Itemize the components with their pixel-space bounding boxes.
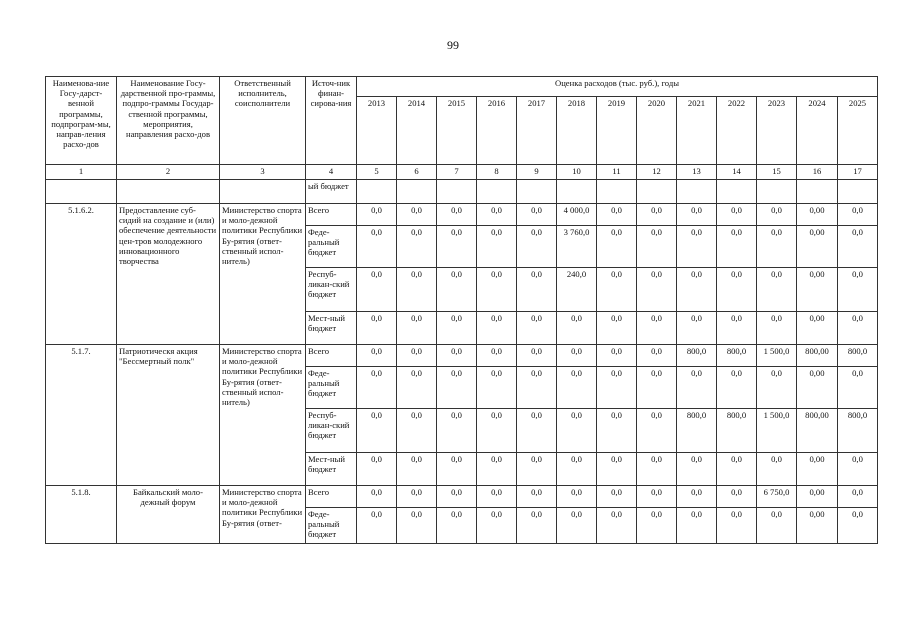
expense-value: 0,00: [797, 204, 838, 226]
expense-value: 0,0: [757, 367, 797, 409]
expense-value: 0,00: [797, 312, 838, 345]
expense-value: 0,0: [357, 367, 397, 409]
column-number: 10: [557, 165, 597, 180]
expense-value: 0,0: [477, 508, 517, 544]
responsible-executor: Министерство спорта и моло-дежной политики Республики Бу-рятия (ответ-ственный испол-нитель): [220, 345, 306, 486]
expense-value: 0,0: [437, 486, 477, 508]
expense-value: 800,0: [717, 345, 757, 367]
header-year: 2020: [637, 97, 677, 165]
expense-value: 0,0: [557, 312, 597, 345]
funding-source: Всего: [306, 345, 357, 367]
expense-value: 1 500,0: [757, 409, 797, 453]
page-number: 99: [447, 38, 459, 52]
expense-value: 0,0: [357, 312, 397, 345]
expense-value: 0,0: [357, 268, 397, 312]
column-number: 17: [838, 165, 878, 180]
expense-value: 0,0: [757, 508, 797, 544]
expense-value: 0,0: [437, 508, 477, 544]
expense-value: 0,0: [717, 268, 757, 312]
table-row: [46, 345, 878, 367]
expense-value: 1 500,0: [757, 345, 797, 367]
header-year: 2021: [677, 97, 717, 165]
expense-value: 0,0: [357, 345, 397, 367]
expense-value: 0,0: [437, 312, 477, 345]
expense-value: 4 000,0: [557, 204, 597, 226]
header-year: 2014: [397, 97, 437, 165]
expense-value: 3 760,0: [557, 226, 597, 268]
expense-value: 0,0: [397, 204, 437, 226]
expense-value: 0,0: [637, 508, 677, 544]
continuation-source: ый бюджет: [306, 180, 357, 204]
expense-value: 0,00: [797, 367, 838, 409]
expense-value: 0,0: [838, 508, 878, 544]
expense-value: 0,0: [517, 453, 557, 486]
expense-value: 0,00: [797, 268, 838, 312]
header-funding-source: Источ-ник финан-сирова-ния: [306, 77, 357, 165]
expense-value: 0,0: [597, 204, 637, 226]
funding-source: Мест-ный бюджет: [306, 453, 357, 486]
measure-code: 5.1.8.: [46, 486, 117, 544]
expense-value: 0,0: [477, 409, 517, 453]
expense-value: 0,0: [717, 486, 757, 508]
expense-value: 0,0: [397, 367, 437, 409]
column-number: 5: [357, 165, 397, 180]
funding-source: Феде-ральный бюджет: [306, 367, 357, 409]
expense-value: 0,0: [397, 508, 437, 544]
table-row: [46, 204, 878, 226]
expense-value: 0,0: [557, 486, 597, 508]
column-number: 14: [717, 165, 757, 180]
expense-value: 0,0: [597, 508, 637, 544]
expense-value: 0,0: [637, 312, 677, 345]
header-year: 2016: [477, 97, 517, 165]
funding-source: Феде-ральный бюджет: [306, 508, 357, 544]
expense-value: 0,0: [637, 453, 677, 486]
expense-value: 0,0: [477, 312, 517, 345]
column-number: 2: [117, 165, 220, 180]
funding-source: Респуб-ликан-ский бюджет: [306, 409, 357, 453]
expense-value: 0,0: [437, 226, 477, 268]
expense-value: 0,0: [357, 226, 397, 268]
expense-value: 0,0: [677, 268, 717, 312]
expense-value: 0,0: [477, 345, 517, 367]
expense-value: 0,0: [838, 312, 878, 345]
expense-value: 0,0: [717, 312, 757, 345]
expense-value: 0,0: [517, 367, 557, 409]
expense-value: 0,0: [717, 204, 757, 226]
expense-value: 0,0: [838, 268, 878, 312]
expense-value: 0,0: [637, 367, 677, 409]
expense-value: 0,0: [397, 268, 437, 312]
expense-value: 0,0: [757, 312, 797, 345]
expense-value: 0,0: [838, 204, 878, 226]
expense-value: 0,0: [517, 204, 557, 226]
expense-value: 240,0: [557, 268, 597, 312]
measure-name: Байкальский моло-дежный форум: [117, 486, 220, 544]
column-number: 13: [677, 165, 717, 180]
responsible-executor: Министерство спорта и моло-дежной политики Республики Бу-рятия (ответ-: [220, 486, 306, 544]
expense-value: 0,0: [597, 486, 637, 508]
expense-value: 0,00: [797, 226, 838, 268]
expense-value: 0,0: [597, 409, 637, 453]
expense-value: 0,0: [677, 508, 717, 544]
expense-value: 0,0: [437, 204, 477, 226]
column-number: 11: [597, 165, 637, 180]
expense-value: 0,0: [517, 508, 557, 544]
funding-source: Феде-ральный бюджет: [306, 226, 357, 268]
expense-value: 0,0: [397, 345, 437, 367]
expense-value: 0,0: [517, 312, 557, 345]
expense-value: 0,0: [437, 345, 477, 367]
expense-value: 0,0: [357, 508, 397, 544]
expense-value: 800,00: [797, 409, 838, 453]
expense-value: 0,0: [557, 409, 597, 453]
expense-value: 0,0: [437, 367, 477, 409]
expense-value: 0,0: [637, 486, 677, 508]
expense-value: 0,0: [397, 453, 437, 486]
expense-value: 0,00: [797, 453, 838, 486]
expense-value: 0,0: [838, 226, 878, 268]
expense-value: 0,0: [357, 453, 397, 486]
expense-value: 800,0: [838, 409, 878, 453]
expense-value: 0,0: [677, 486, 717, 508]
expense-value: 0,0: [477, 226, 517, 268]
measure-name: Патриотическя акция "Бессмертный полк": [117, 345, 220, 486]
expense-value: 0,0: [637, 204, 677, 226]
expense-value: 0,0: [637, 409, 677, 453]
expense-value: 800,0: [717, 409, 757, 453]
table-row: [46, 486, 878, 508]
expense-value: 800,0: [677, 409, 717, 453]
expense-value: 0,0: [717, 367, 757, 409]
measure-code: 5.1.7.: [46, 345, 117, 486]
column-number: 4: [306, 165, 357, 180]
responsible-executor: Министерство спорта и моло-дежной политики Республики Бу-рятия (ответ-ственный испол-нитель): [220, 204, 306, 345]
expense-value: 0,0: [477, 367, 517, 409]
expense-value: 0,0: [757, 268, 797, 312]
expense-value: 6 750,0: [757, 486, 797, 508]
expense-value: 0,0: [597, 345, 637, 367]
expense-value: 0,0: [597, 268, 637, 312]
expense-value: 0,0: [557, 453, 597, 486]
expense-value: 0,0: [637, 268, 677, 312]
expense-value: 0,0: [597, 367, 637, 409]
column-number: 7: [437, 165, 477, 180]
expense-value: 0,0: [477, 453, 517, 486]
expense-value: 0,0: [477, 204, 517, 226]
measure-name: Предоставление суб-сидий на создание и (или) обеспечение деятельности цен-тров молодежного инновационного творчества: [117, 204, 220, 345]
funding-source: Респуб-ликан-ский бюджет: [306, 268, 357, 312]
expense-value: 0,0: [838, 453, 878, 486]
header-responsible: Ответственный исполнитель, соисполнители: [220, 77, 306, 165]
expense-value: 0,0: [477, 486, 517, 508]
column-number: 1: [46, 165, 117, 180]
expense-value: 0,0: [517, 486, 557, 508]
expense-value: 0,0: [677, 453, 717, 486]
expense-value: 0,0: [757, 226, 797, 268]
measure-code: 5.1.6.2.: [46, 204, 117, 345]
header-year: 2018: [557, 97, 597, 165]
expense-value: 0,0: [597, 453, 637, 486]
header-year: 2013: [357, 97, 397, 165]
expense-value: 0,0: [717, 453, 757, 486]
expense-value: 0,0: [357, 409, 397, 453]
column-number: 15: [757, 165, 797, 180]
expense-value: 0,0: [717, 226, 757, 268]
expense-value: 0,0: [517, 345, 557, 367]
header-year: 2023: [757, 97, 797, 165]
expense-value: 0,0: [757, 453, 797, 486]
expenditure-table: [45, 76, 878, 544]
funding-source: Всего: [306, 486, 357, 508]
expense-value: 0,0: [397, 226, 437, 268]
expense-value: 0,0: [677, 226, 717, 268]
expense-value: 0,0: [838, 486, 878, 508]
header-measure-name: Наименование Госу-дарственной про-граммы, подпро-граммы Государ-ственной программы, мероприятия, направления расхо-дов: [117, 77, 220, 165]
expense-value: 0,0: [397, 486, 437, 508]
expense-value: 0,0: [597, 312, 637, 345]
expense-value: 0,0: [517, 409, 557, 453]
expense-value: 800,0: [838, 345, 878, 367]
expense-value: 800,00: [797, 345, 838, 367]
expense-value: 0,0: [757, 204, 797, 226]
expense-value: 0,0: [517, 268, 557, 312]
expense-value: 0,0: [717, 508, 757, 544]
column-number: 3: [220, 165, 306, 180]
funding-source: Мест-ный бюджет: [306, 312, 357, 345]
column-number: 16: [797, 165, 838, 180]
expense-value: 0,0: [437, 268, 477, 312]
expense-value: 0,0: [677, 367, 717, 409]
header-year: 2017: [517, 97, 557, 165]
expense-value: 0,0: [437, 453, 477, 486]
expense-value: 0,0: [677, 312, 717, 345]
header-year: 2024: [797, 97, 838, 165]
expense-value: 0,0: [677, 204, 717, 226]
column-number: 12: [637, 165, 677, 180]
expense-value: 0,0: [477, 268, 517, 312]
expense-value: 0,0: [597, 226, 637, 268]
expense-value: 0,0: [397, 312, 437, 345]
expense-value: 0,0: [637, 226, 677, 268]
expense-value: 0,0: [637, 345, 677, 367]
expense-value: 0,0: [557, 345, 597, 367]
expense-value: 0,0: [557, 508, 597, 544]
header-year: 2022: [717, 97, 757, 165]
expense-value: 0,0: [557, 367, 597, 409]
expense-value: 0,00: [797, 508, 838, 544]
column-number: 8: [477, 165, 517, 180]
header-year: 2019: [597, 97, 637, 165]
column-number: 6: [397, 165, 437, 180]
expense-value: 800,0: [677, 345, 717, 367]
expense-value: 0,0: [437, 409, 477, 453]
expense-value: 0,0: [397, 409, 437, 453]
header-estimate: Оценка расходов (тыс. руб.), годы: [357, 77, 878, 97]
expense-value: 0,0: [357, 486, 397, 508]
expense-value: 0,00: [797, 486, 838, 508]
header-year: 2015: [437, 97, 477, 165]
funding-source: Всего: [306, 204, 357, 226]
expense-value: 0,0: [517, 226, 557, 268]
column-number: 9: [517, 165, 557, 180]
expense-value: 0,0: [838, 367, 878, 409]
header-year: 2025: [838, 97, 878, 165]
header-program-name: Наименова-ние Госу-дарст-венной программы, подпрограм-мы, направ-ления расхо-дов: [46, 77, 117, 165]
expense-value: 0,0: [357, 204, 397, 226]
